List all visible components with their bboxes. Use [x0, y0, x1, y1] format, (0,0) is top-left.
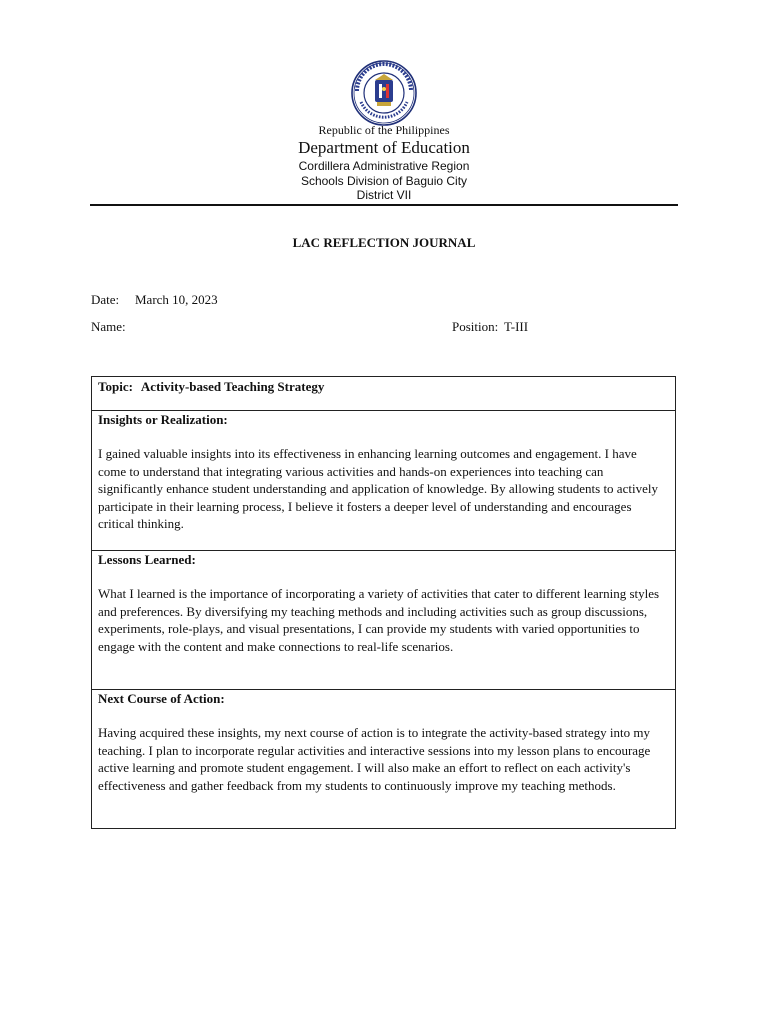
topic-row — [92, 377, 675, 410]
page-title: LAC REFLECTION JOURNAL — [292, 235, 476, 250]
lessons-text: What I learned is the importance of incorporating a variety of activities that cater to different learning styles and preferences. By diversifying my teaching methods and including activities such as group discussions, experiments, role-plays, and visual presentations, I can provide my students with varied opportunities to engage with the content and make connections to real-life scenarios. — [98, 586, 660, 654]
insights-text: I gained valuable insights into its effectiveness in enhancing learning outcomes and engagement. I have come to understand that integrating various activities and hands-on experiences into teaching can significantly enhance student understanding and application of knowledge. By allowing students to actively participate in their learning process, I believe it fosters a deeper level of understanding and encourages critical thinking. — [98, 446, 658, 531]
position-value: T-III — [504, 319, 529, 334]
topic-value: Activity-based Teaching Strategy — [140, 379, 325, 394]
region-name: Cordillera Administrative Region — [298, 159, 470, 173]
division-name: Schools Division of Baguio City — [300, 174, 468, 188]
topic-label: Topic: — [98, 379, 133, 394]
deped-seal-logo — [349, 60, 419, 126]
lessons-section — [92, 550, 675, 689]
reflection-table — [91, 376, 676, 829]
next-action-text: Having acquired these insights, my next course of action is to integrate the activity-based strategy into my teaching. I plan to incorporate regular activities and interactive sessions into my lesson plans to encourage active learning and promote student engagement. I will also make an effort to reflect on each activity's effectiveness and gather feedback from my students to continuously improve my teaching methods. — [98, 725, 651, 793]
republic-label: Republic of the Philippines — [318, 123, 450, 137]
next-action-heading: Next Course of Action: — [98, 691, 225, 706]
header-divider — [90, 204, 678, 206]
deped-seal-icon — [349, 60, 419, 126]
department-name: Department of Education — [298, 138, 470, 157]
insights-heading: Insights or Realization: — [98, 412, 228, 427]
date-label: Date: — [91, 292, 120, 307]
district-name: District VII — [356, 188, 412, 202]
position-label: Position: — [452, 319, 499, 334]
name-label: Name: — [91, 319, 126, 334]
insights-section — [92, 410, 675, 550]
lessons-heading: Lessons Learned: — [98, 552, 196, 567]
next-action-section — [92, 689, 675, 828]
topic-heading — [98, 378, 668, 395]
date-value: March 10, 2023 — [135, 292, 218, 307]
